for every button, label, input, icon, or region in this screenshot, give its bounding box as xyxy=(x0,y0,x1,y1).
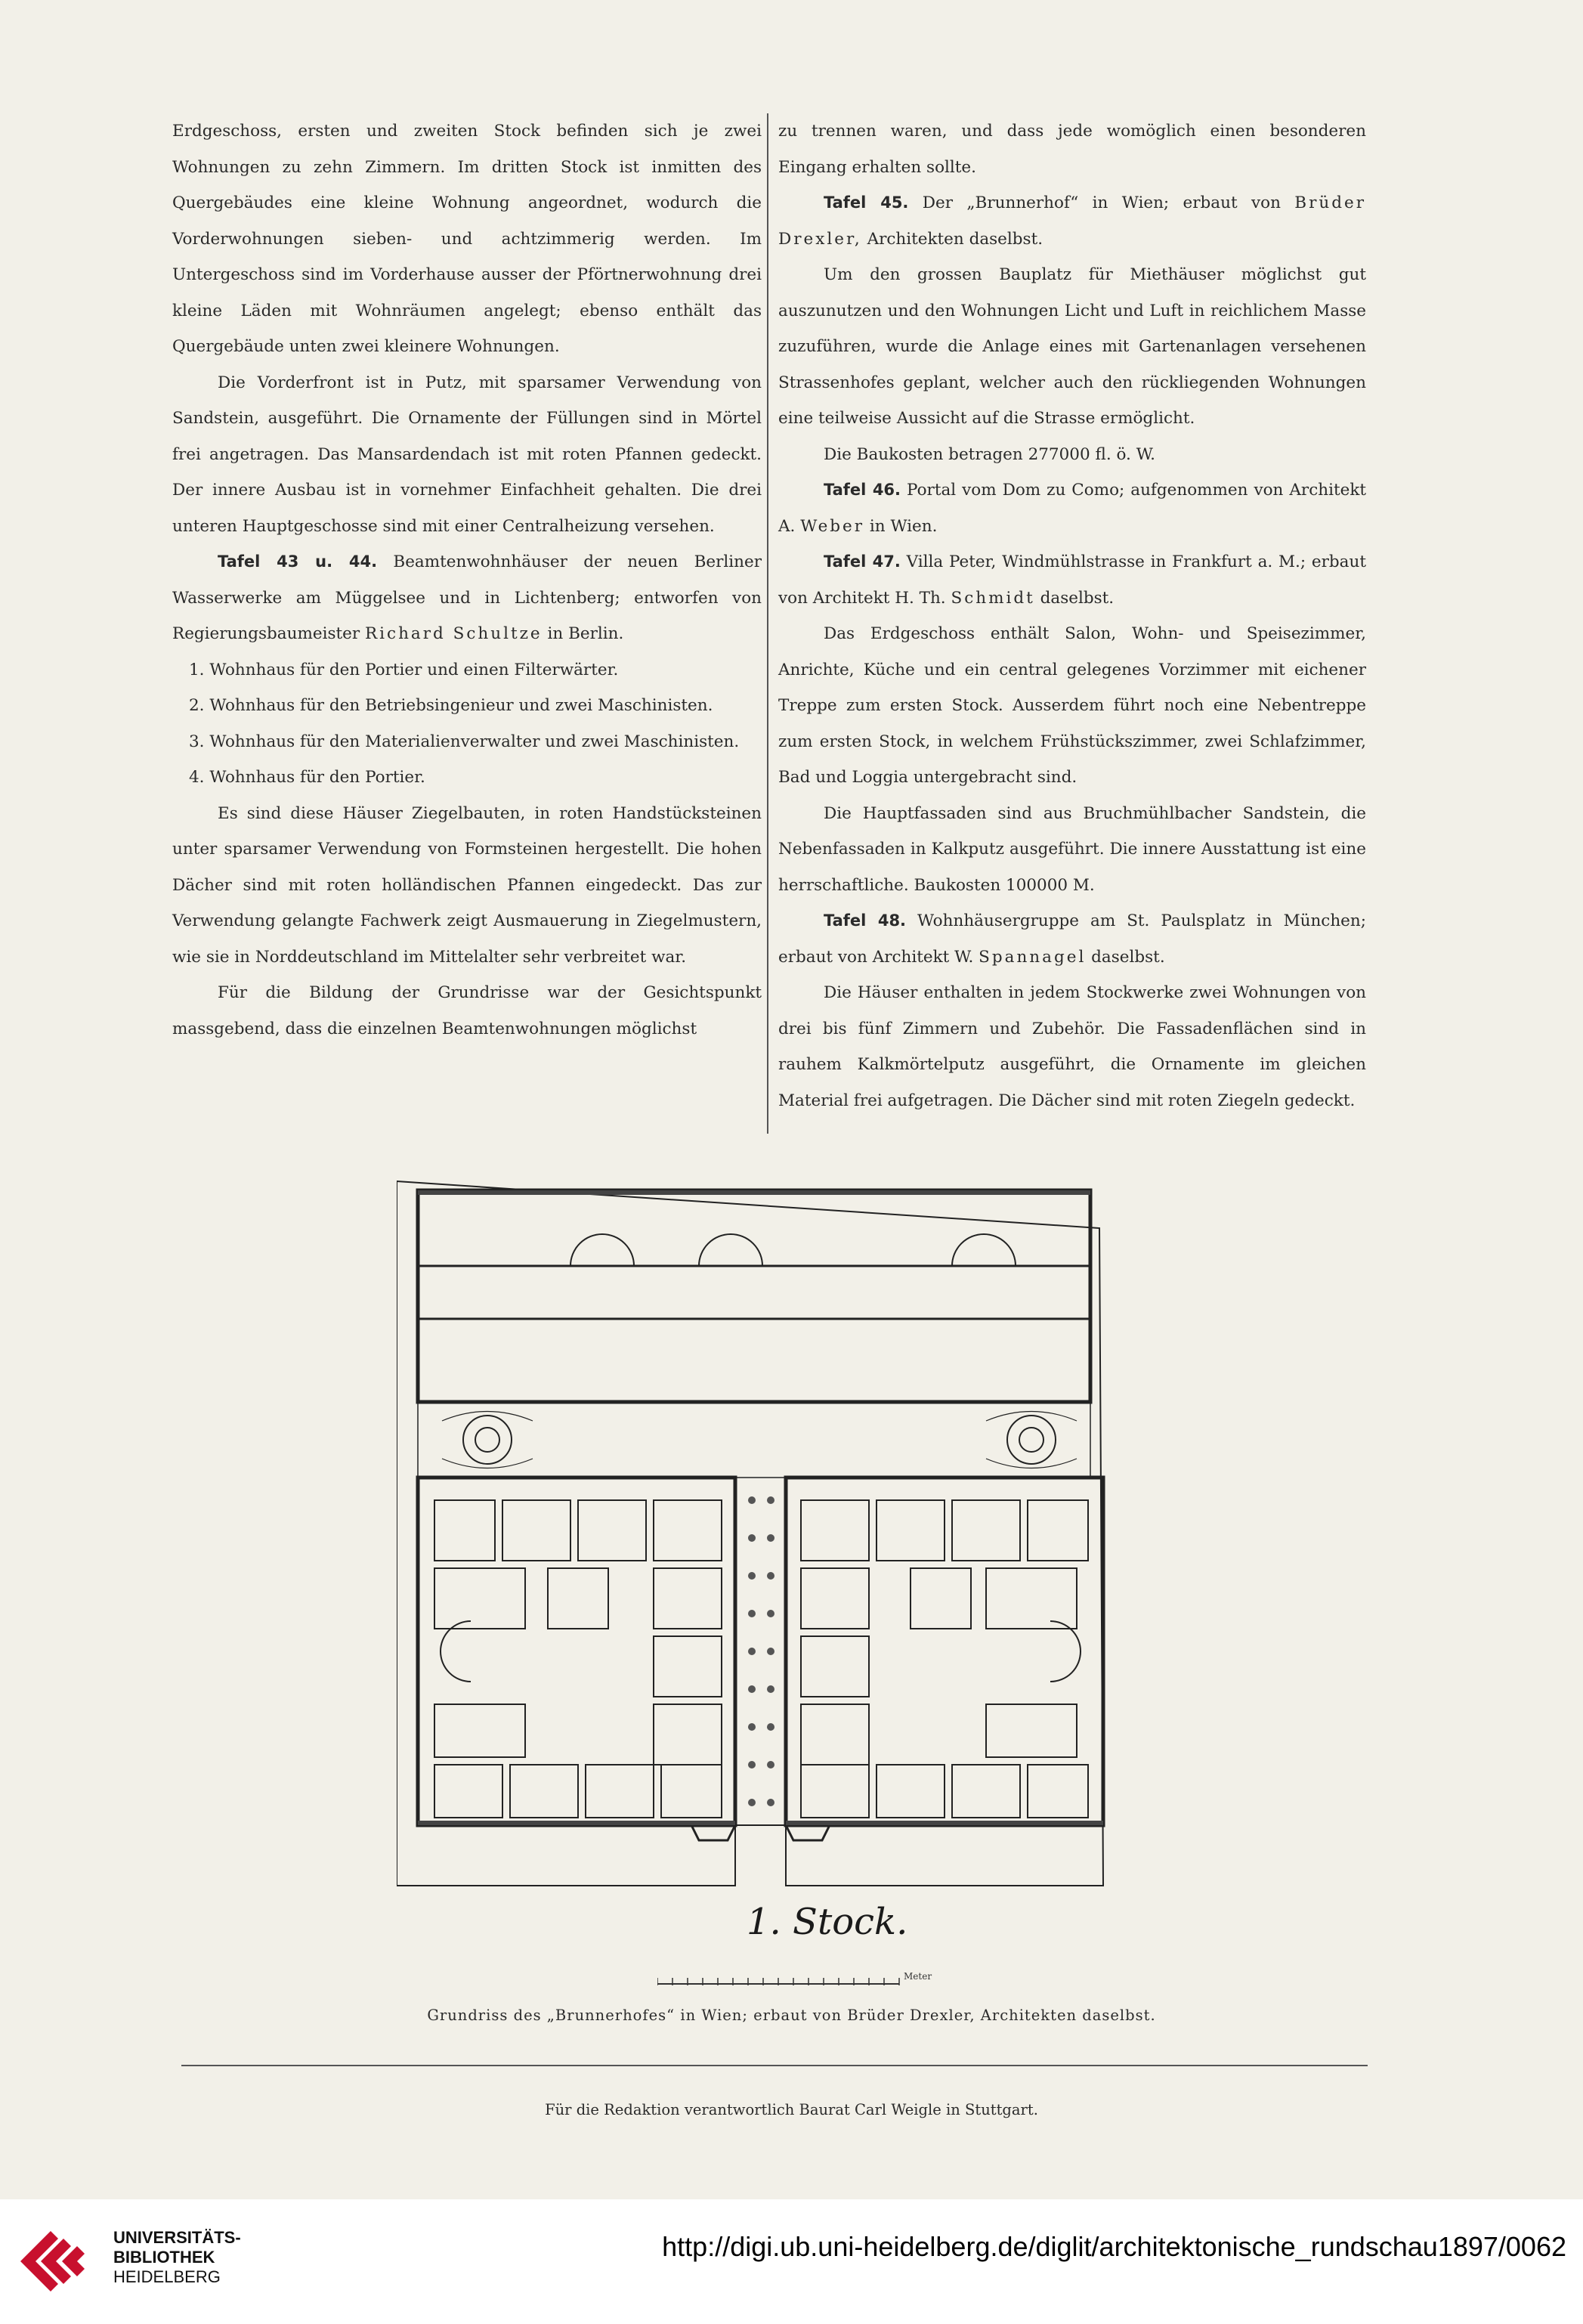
courtyard xyxy=(418,1402,1090,1478)
list-item: 2. Wohnhaus für den Betriebsingenieur und zwei Maschinisten. xyxy=(189,696,713,715)
tafel-label: Tafel 46. xyxy=(824,481,901,499)
library-name-line1: UNIVERSITÄTS- xyxy=(113,2228,241,2247)
tafel-location: in Wien. xyxy=(869,516,938,536)
tafel-entry xyxy=(778,903,1366,975)
list-item: 1. Wohnhaus für den Portier und einen Filterwärter. xyxy=(189,660,619,679)
floor-label: 1. Stock. xyxy=(747,1901,908,1943)
stair-front-1 xyxy=(570,1234,634,1266)
paragraph: Die Hauptfassaden sind aus Bruchmühlbacher Sandstein, die Nebenfassaden in Kalkputz ausgeführt. Die innere Ausstattung ist eine herrschaftliche. Baukosten 100000 M. xyxy=(778,803,1366,895)
right-text-column xyxy=(778,113,1366,1119)
tafel-entry xyxy=(172,544,762,652)
editorial-note: Für die Redaktion verantwortlich Baurat Carl Weigle in Stuttgart. xyxy=(545,2101,1038,2118)
tafel-label: Tafel 48. xyxy=(824,911,907,930)
stair-front-3 xyxy=(952,1234,1016,1266)
left-text-column xyxy=(172,113,762,1047)
library-logo-icon xyxy=(17,2225,100,2298)
paragraph: Es sind diese Häuser Ziegelbauten, in roten Handstücksteinen unter sparsamer Verwendung von Formsteinen hergestellt. Die hohen Dächer sind mit roten holländischen Pfannen eingedeckt. Das zur Verwendung gelangte Fachwerk zeigt Ausmauerung in Ziegelmustern, wie sie in Norddeutschland im Mittelalter sehr verbreitet war. xyxy=(172,803,762,967)
scale-bar xyxy=(657,1969,945,1990)
stair-front-2 xyxy=(699,1234,762,1266)
architect-name: Schmidt xyxy=(951,588,1035,608)
library-name-line2: BIBLIOTHEK xyxy=(113,2248,215,2267)
architect-name: Weber xyxy=(800,516,865,536)
paragraph: Um den grossen Bauplatz für Miethäuser möglichst gut auszunutzen und den Wohnungen Licht und Luft in reichlichem Masse zuzuführen, wurde die Anlage eines mit Gartenanlagen versehenen Strassenhofes geplant, welcher auch den rückliegenden Wohnungen eine teilweise Aussicht auf die Strasse ermöglicht. xyxy=(778,265,1366,428)
tafel-entry xyxy=(778,472,1366,544)
tafel-description: Portal vom Dom zu Como; aufgenommen von Architekt A. xyxy=(778,481,1366,536)
tafel-location: daselbst. xyxy=(1091,947,1165,967)
tafel-entry xyxy=(778,185,1366,257)
stair-right xyxy=(1050,1621,1081,1682)
paragraph: Die Vorderfront ist in Putz, mit sparsamer Verwendung von Sandstein, ausgeführt. Die Ornamente der Füllungen sind in Mörtel frei angetragen. Das Mansardendach ist mit roten Pfannen gedeckt. Der innere Ausbau ist in vornehmer Einfachheit gehalten. Die drei unteren Hauptgeschosse sind mit einer Centralheizung versehen. xyxy=(172,373,762,536)
paragraph: Das Erdgeschoss enthält Salon, Wohn- und Speisezimmer, Anrichte, Küche und ein central gelegenes Vorzimmer mit eichener Treppe zum ersten Stock. Ausserdem führt noch eine Nebentreppe zum ersten Stock, in welchem Frühstückszimmer, zwei Schlafzimmer, Bad und Loggia untergebracht sind. xyxy=(778,624,1366,787)
architect-name: Spannagel xyxy=(979,947,1087,967)
figure-caption: Grundriss des „Brunnerhofes“ in Wien; erbaut von Brüder Drexler, Architekten daselbst. xyxy=(427,2007,1156,2024)
source-url-link[interactable]: http://digi.ub.uni-heidelberg.de/diglit/architektonische_rundschau1897/0062 xyxy=(662,2231,1566,2262)
library-name-line3: HEIDELBERG xyxy=(113,2267,221,2286)
tafel-description: Wohnhäusergruppe am St. Paulsplatz in München; erbaut von Architekt W. xyxy=(778,911,1366,967)
architect-name: Brüder Drexler, xyxy=(778,193,1366,249)
tafel-description: Beamtenwohnhäuser der neuen Berliner Wasserwerke am Müggelsee und in Lichtenberg; entworfen von Regierungsbaumeister xyxy=(172,552,762,643)
tafel-location: daselbst. xyxy=(1040,588,1115,608)
stair-left xyxy=(441,1621,471,1682)
footer-rule xyxy=(181,2065,1368,2066)
tafel-label: Tafel 47. xyxy=(824,552,901,571)
library-name xyxy=(113,2228,241,2287)
tafel-label: Tafel 45. xyxy=(824,193,909,212)
tafel-location: Architekten daselbst. xyxy=(867,229,1043,249)
tafel-label: Tafel 43 u. 44. xyxy=(218,552,378,571)
column-divider xyxy=(767,113,768,1134)
tafel-entry xyxy=(778,544,1366,616)
floor-plan-drawing xyxy=(397,1175,1122,1897)
architect-name: Richard Schultze xyxy=(364,624,543,643)
garden-fountain-left xyxy=(463,1416,512,1464)
paragraph: Die Baukosten betragen 277000 fl. ö. W. xyxy=(824,444,1155,464)
list-item: 4. Wohnhaus für den Portier. xyxy=(189,768,425,787)
list-item: 3. Wohnhaus für den Materialienverwalter und zwei Maschinisten. xyxy=(189,732,740,751)
scale-unit: Meter xyxy=(904,1971,932,1982)
floor-plan-figure xyxy=(397,1175,1122,1897)
garden-fountain-right xyxy=(1007,1416,1056,1464)
paragraph: zu trennen waren, und dass jede womöglich einen besonderen Eingang erhalten sollte. xyxy=(778,122,1366,177)
tafel-description: Villa Peter, Windmühlstrasse in Frankfurt a. M.; erbaut von Architekt H. Th. xyxy=(778,552,1366,608)
tafel-location: in Berlin. xyxy=(547,624,624,643)
paragraph: Für die Bildung der Grundrisse war der Gesichtspunkt massgebend, dass die einzelnen Beamtenwohnungen möglichst xyxy=(172,983,762,1038)
paragraph: Die Häuser enthalten in jedem Stockwerke zwei Wohnungen von drei bis fünf Zimmern und Zubehör. Die Fassadenflächen sind in rauhem Kalkmörtelputz ausgeführt, die Ornamente im gleichen Material frei aufgetragen. Die Dächer sind mit roten Ziegeln gedeckt. xyxy=(778,983,1366,1110)
paragraph: Erdgeschoss, ersten und zweiten Stock befinden sich je zwei Wohnungen zu zehn Zimmern. Im dritten Stock ist inmitten des Quergebäudes eine kleine Wohnung angeordnet, wodurch die Vorderwohnungen sieben- und achtzimmerig werden. Im Untergeschoss sind im Vorderhause ausser der Pförtnerwohnung drei kleine Läden mit Wohnräumen angelegt; ebenso enthält das Quergebäude unten zwei kleinere Wohnungen. xyxy=(172,122,762,356)
left-wing xyxy=(418,1478,735,1825)
front-building xyxy=(418,1190,1090,1402)
tafel-description: Der „Brunnerhof“ in Wien; erbaut von xyxy=(922,193,1281,212)
